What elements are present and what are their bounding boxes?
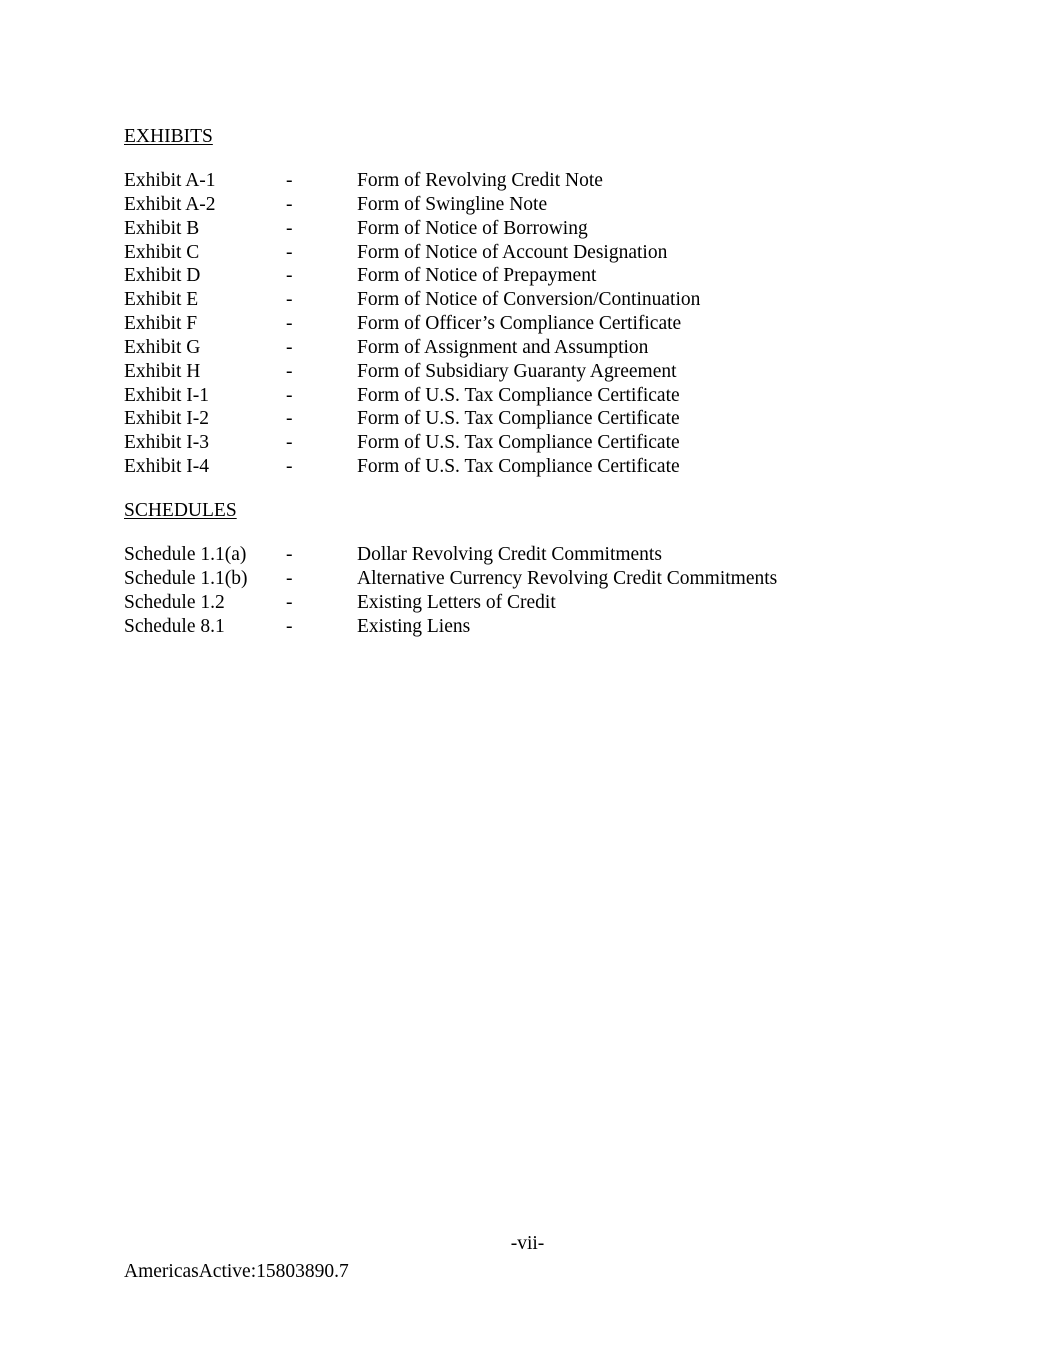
entry-description: Form of Notice of Conversion/Continuation [357,289,701,311]
entry-description: Alternative Currency Revolving Credit Commitments [357,567,778,589]
entry-description: Form of Revolving Credit Note [357,170,603,191]
entry-separator: - [286,336,293,358]
entry-reference: Exhibit I-2 [124,408,210,430]
entry-description: Form of Officer’s Compliance Certificate [357,313,682,335]
page-number: -vii- [510,1233,545,1254]
entry-separator: - [286,265,293,287]
entry-description: Form of Notice of Account Designation [357,241,668,263]
entry-description: Dollar Revolving Credit Commitments [357,544,662,565]
entry-separator: - [286,456,293,478]
entry-description: Form of Swingline Note [357,193,548,215]
entry-reference: Schedule 1.1(b) [124,567,248,589]
entry-reference: Exhibit B [124,217,200,239]
entry-reference: Schedule 1.1(a) [124,544,247,565]
entry-description: Form of U.S. Tax Compliance Certificate [357,408,680,430]
entry-separator: - [286,544,293,565]
entry-description: Existing Liens [357,615,471,637]
entry-reference: Exhibit I-4 [124,456,210,478]
entry-reference: Exhibit C [124,241,200,263]
entry-separator: - [286,591,293,613]
entry-reference: Exhibit G [124,336,201,358]
exhibits-heading: EXHIBITS [124,126,213,147]
entry-description: Form of Notice of Prepayment [357,265,597,287]
entry-description: Form of Subsidiary Guaranty Agreement [357,360,677,382]
entry-description: Existing Letters of Credit [357,591,556,613]
entry-separator: - [286,217,293,239]
document-id: AmericasActive:15803890.7 [124,1261,349,1282]
entry-reference: Schedule 8.1 [124,615,225,637]
entry-reference: Exhibit A-1 [124,170,216,191]
schedules-heading: SCHEDULES [124,500,237,521]
entry-reference: Exhibit H [124,360,201,382]
entry-reference: Exhibit D [124,265,201,287]
entry-separator: - [286,170,293,191]
entry-separator: - [286,432,293,454]
entry-separator: - [286,289,293,311]
entry-description: Form of U.S. Tax Compliance Certificate [357,456,680,478]
entry-separator: - [286,408,293,430]
entry-separator: - [286,384,293,406]
entry-separator: - [286,193,293,215]
entry-separator: - [286,360,293,382]
entry-reference: Schedule 1.2 [124,591,225,613]
entry-separator: - [286,241,293,263]
entry-separator: - [286,313,293,335]
entry-reference: Exhibit E [124,289,199,311]
entry-description: Form of Notice of Borrowing [357,217,588,239]
entry-reference: Exhibit I-1 [124,384,210,406]
entry-description: Form of Assignment and Assumption [357,336,649,358]
entry-separator: - [286,615,293,637]
entry-separator: - [286,567,293,589]
entry-reference: Exhibit F [124,313,198,335]
entry-reference: Exhibit A-2 [124,193,216,215]
entry-description: Form of U.S. Tax Compliance Certificate [357,384,680,406]
entry-reference: Exhibit I-3 [124,432,210,454]
entry-description: Form of U.S. Tax Compliance Certificate [357,432,680,454]
